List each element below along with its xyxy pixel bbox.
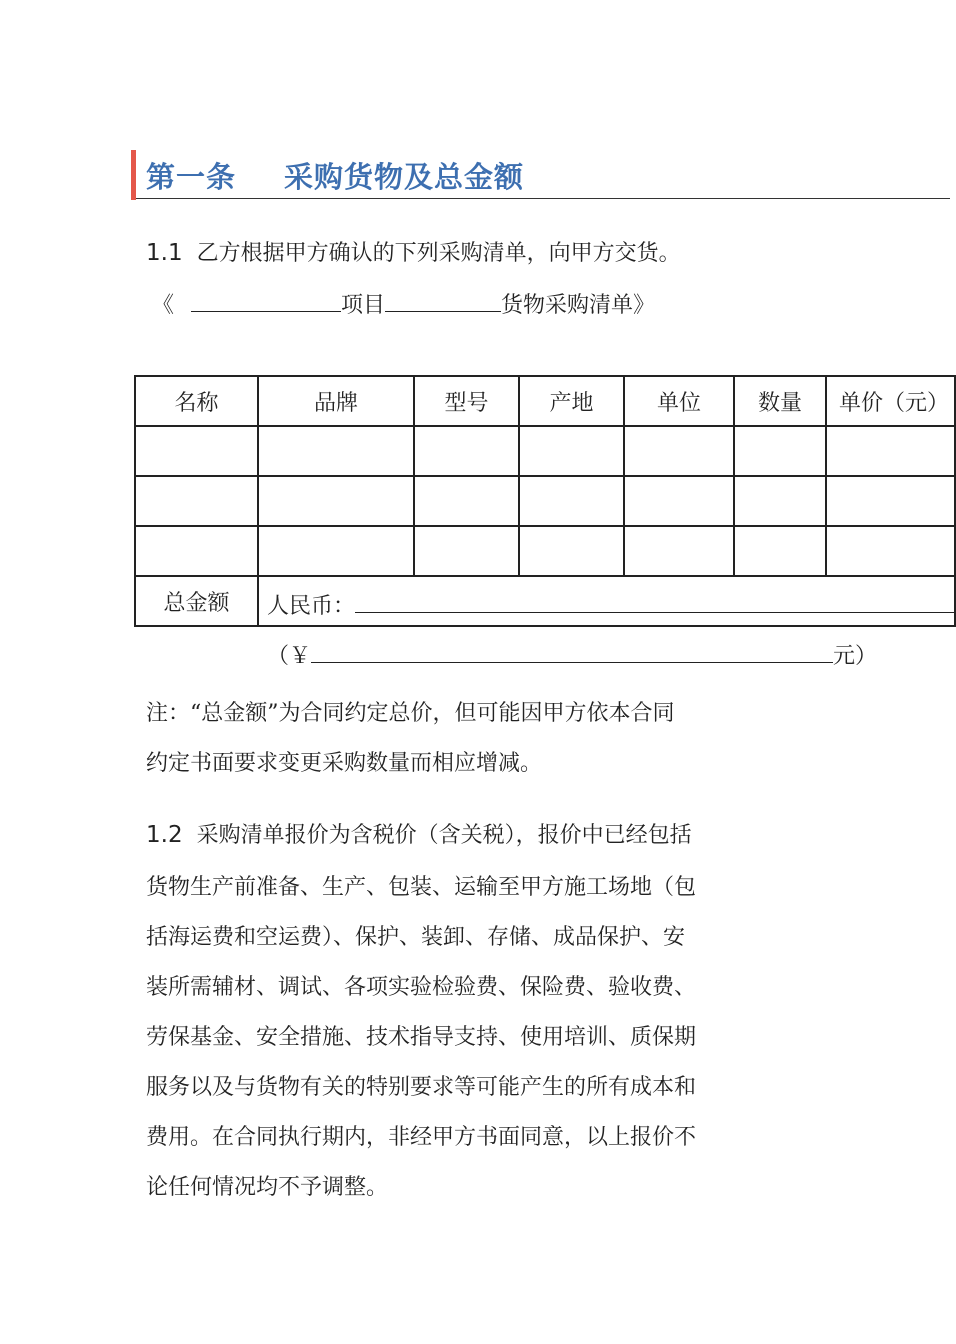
clause-1-1-text: 乙方根据甲方确认的下列采购清单，向甲方交货。 bbox=[196, 241, 681, 266]
cny-line bbox=[267, 639, 877, 670]
table-cell[interactable] bbox=[826, 476, 955, 526]
table-header-row bbox=[135, 376, 955, 426]
table-cell[interactable] bbox=[519, 526, 624, 576]
section-number: 第一条 bbox=[146, 160, 237, 194]
goods-blank[interactable] bbox=[385, 291, 501, 312]
table-cell[interactable] bbox=[258, 476, 414, 526]
table-cell[interactable] bbox=[624, 426, 734, 476]
list-title-open: 《 bbox=[152, 293, 175, 318]
cny-amount-blank[interactable] bbox=[311, 642, 833, 663]
total-amount-label: 总金额 bbox=[135, 576, 258, 626]
total-amount-cell bbox=[258, 576, 955, 669]
note-line-1: 注：“总金额”为合同约定总价，但可能因甲方依本合同 bbox=[146, 701, 675, 726]
header-origin: 产地 bbox=[519, 376, 624, 426]
clause-1-2-line: 劳保基金、安全措施、技术指导支持、使用培训、质保期 bbox=[146, 1025, 697, 1050]
list-title-project: 项目 bbox=[341, 293, 386, 318]
table-cell[interactable] bbox=[624, 476, 734, 526]
table-cell[interactable] bbox=[826, 526, 955, 576]
list-title bbox=[152, 288, 655, 319]
cny-open: （￥ bbox=[267, 644, 312, 669]
clause-1-2 bbox=[146, 818, 692, 849]
procurement-table bbox=[134, 375, 956, 669]
table-cell[interactable] bbox=[258, 526, 414, 576]
table-cell[interactable] bbox=[519, 476, 624, 526]
header-brand: 品牌 bbox=[258, 376, 414, 426]
clause-1-2-line: 括海运费和空运费）、保护、装卸、存储、成品保护、安 bbox=[146, 925, 686, 950]
table-cell[interactable] bbox=[135, 426, 258, 476]
header-unit-price: 单价（元） bbox=[826, 376, 955, 426]
table-cell[interactable] bbox=[135, 526, 258, 576]
header-name: 名称 bbox=[135, 376, 258, 426]
heading-underline bbox=[136, 198, 950, 199]
rmb-amount-blank[interactable] bbox=[355, 592, 955, 613]
table-row bbox=[135, 476, 955, 526]
table-cell[interactable] bbox=[734, 426, 826, 476]
table-row bbox=[135, 426, 955, 476]
table-cell[interactable] bbox=[624, 526, 734, 576]
total-row bbox=[135, 576, 955, 626]
section-heading bbox=[146, 155, 524, 196]
clause-1-1 bbox=[146, 236, 681, 267]
rmb-label: 人民币： bbox=[267, 594, 356, 619]
note-line-2: 约定书面要求变更采购数量而相应增减。 bbox=[146, 751, 543, 776]
table-cell[interactable] bbox=[414, 526, 519, 576]
table-cell[interactable] bbox=[734, 476, 826, 526]
heading-accent-bar bbox=[131, 150, 136, 200]
clause-1-2-line: 装所需辅材、调试、各项实验检验费、保险费、验收费、 bbox=[146, 975, 697, 1000]
cny-close: 元） bbox=[833, 644, 878, 669]
header-model: 型号 bbox=[414, 376, 519, 426]
list-title-end: 货物采购清单》 bbox=[501, 293, 656, 318]
table-row bbox=[135, 526, 955, 576]
table-cell[interactable] bbox=[258, 426, 414, 476]
rmb-line bbox=[267, 589, 955, 620]
section-title: 采购货物及总金额 bbox=[284, 160, 525, 194]
table-cell[interactable] bbox=[414, 426, 519, 476]
header-unit: 单位 bbox=[624, 376, 734, 426]
clause-1-2-line: 论任何情况均不予调整。 bbox=[146, 1175, 389, 1200]
clause-1-2-first-line: 采购清单报价为含税价（含关税），报价中已经包括 bbox=[196, 823, 692, 848]
header-quantity: 数量 bbox=[734, 376, 826, 426]
table-cell[interactable] bbox=[135, 476, 258, 526]
clause-1-2-line: 服务以及与货物有关的特别要求等可能产生的所有成本和 bbox=[146, 1075, 697, 1100]
clause-1-2-line: 货物生产前准备、生产、包装、运输至甲方施工场地（包 bbox=[146, 875, 697, 900]
clause-1-2-line: 费用。在合同执行期内，非经甲方书面同意，以上报价不 bbox=[146, 1125, 697, 1150]
table-cell[interactable] bbox=[734, 526, 826, 576]
table-cell[interactable] bbox=[519, 426, 624, 476]
table-cell[interactable] bbox=[826, 426, 955, 476]
clause-1-1-number: 1.1 bbox=[146, 240, 183, 266]
project-blank[interactable] bbox=[191, 291, 341, 312]
table-cell[interactable] bbox=[414, 476, 519, 526]
clause-1-2-number: 1.2 bbox=[146, 822, 183, 848]
